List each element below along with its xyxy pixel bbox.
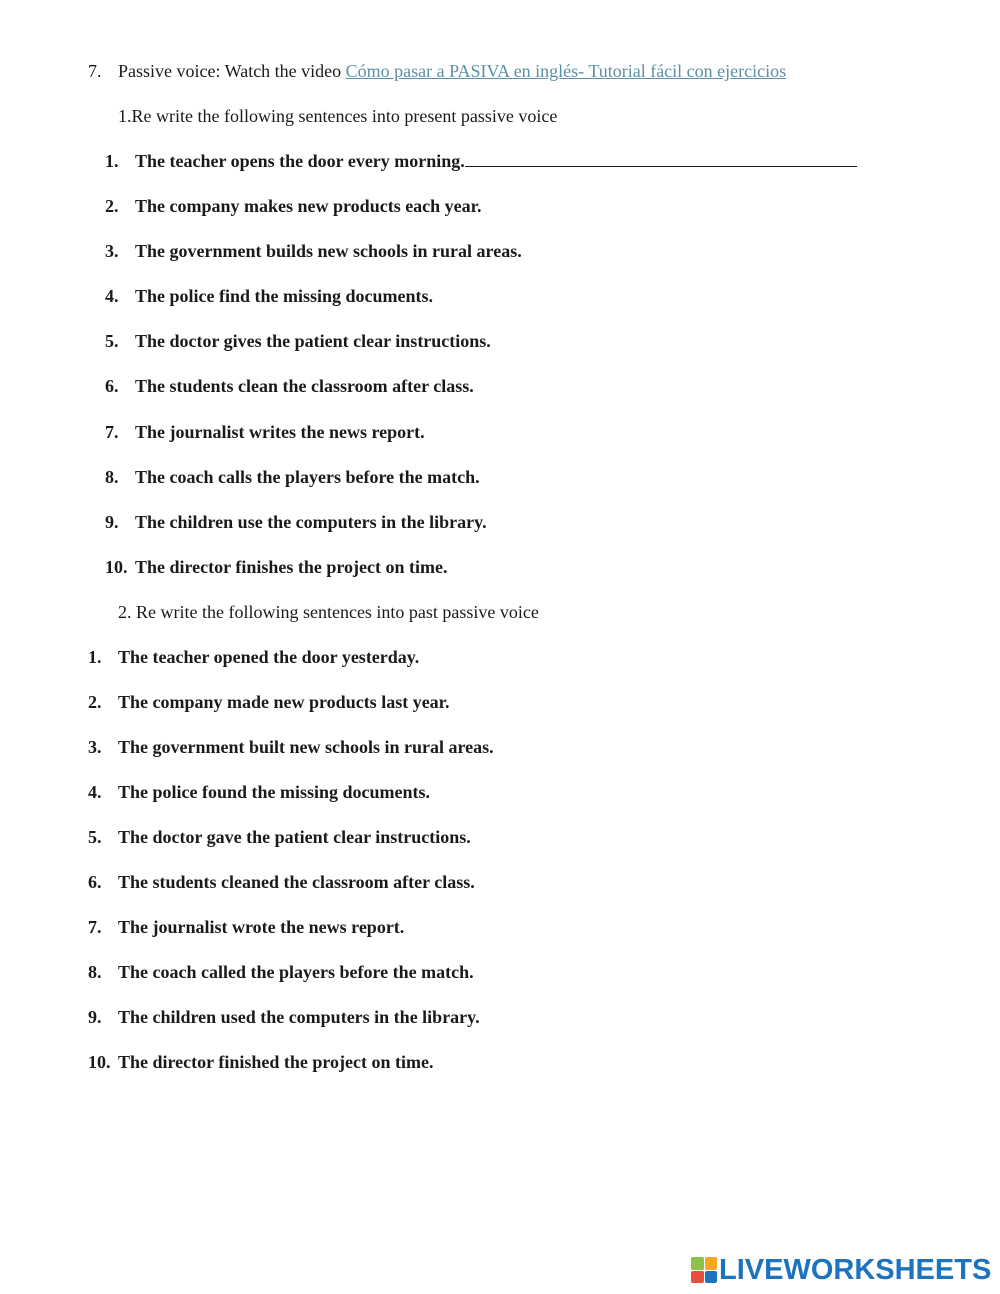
item-text: The company makes new products each year. bbox=[135, 196, 482, 216]
answer-blank[interactable] bbox=[465, 150, 857, 167]
item-text: The police find the missing documents. bbox=[135, 286, 434, 306]
item-text: The director finishes the project on time. bbox=[135, 557, 448, 577]
item-text: The police found the missing documents. bbox=[118, 782, 431, 802]
item-text: The coach called the players before the match. bbox=[118, 962, 474, 982]
item-text: The students cleaned the classroom after class. bbox=[118, 872, 475, 892]
video-link[interactable]: Cómo pasar a PASIVA en inglés- Tutorial fácil con ejercicios bbox=[345, 61, 787, 81]
exercise-title: Passive voice: Watch the video bbox=[118, 61, 346, 81]
item-text: The government built new schools in rural areas. bbox=[118, 737, 494, 757]
item-text: The journalist writes the news report. bbox=[135, 422, 425, 442]
item-text: The teacher opens the door every morning. bbox=[135, 151, 465, 171]
item-text: The coach calls the players before the match. bbox=[135, 467, 480, 487]
logo-text: LIVEWORKSHEETS bbox=[719, 1254, 992, 1286]
item-text: The company made new products last year. bbox=[118, 692, 450, 712]
logo-icon bbox=[691, 1257, 717, 1283]
item-text: The teacher opened the door yesterday. bbox=[118, 647, 420, 667]
item-text: The director finished the project on time. bbox=[118, 1052, 434, 1072]
item-text: The journalist wrote the news report. bbox=[118, 917, 405, 937]
item-text: The government builds new schools in rural areas. bbox=[135, 241, 522, 261]
exercise-number: 7. bbox=[88, 61, 102, 81]
item-text: The students clean the classroom after class. bbox=[135, 376, 474, 396]
item-text: The children use the computers in the library. bbox=[135, 512, 487, 532]
item-text: The children used the computers in the library. bbox=[118, 1007, 480, 1027]
item-text: The doctor gave the patient clear instructions. bbox=[118, 827, 471, 847]
item-text: The doctor gives the patient clear instructions. bbox=[135, 331, 491, 351]
liveworksheets-logo bbox=[691, 1255, 991, 1285]
